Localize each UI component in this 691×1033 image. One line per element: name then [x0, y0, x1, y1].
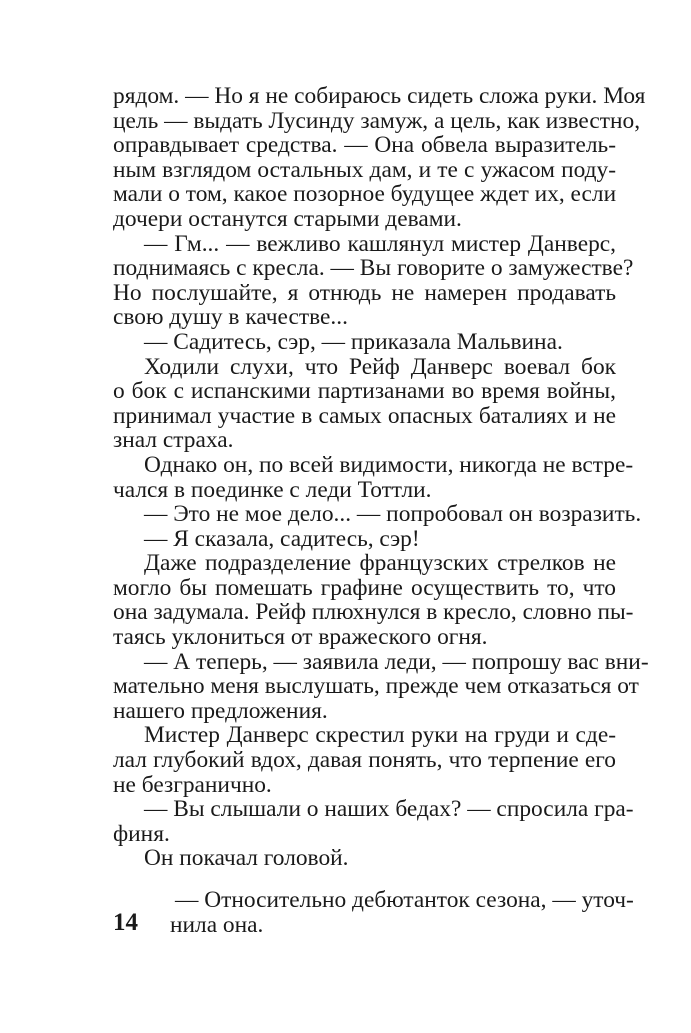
- text-line: мали о том, какое позорное будущее ждет их, если: [113, 181, 617, 208]
- text-line: Но послушайте, я отнюдь не намерен продавать: [113, 279, 616, 306]
- text-line: — Относительно дебютанток сезона, — уточ-: [175, 887, 634, 913]
- text-line: лал глубокий вдох, давая понять, что терпение его: [113, 747, 616, 774]
- text-line: свою душу в качестве...: [113, 304, 348, 331]
- text-line: знал страха.: [113, 427, 234, 454]
- text-line: таясь уклониться от вражеского огня.: [113, 624, 488, 651]
- text-line: чался в поединке с леди Тоттли.: [113, 476, 432, 503]
- body-text: [113, 83, 649, 872]
- page-number: 14: [113, 909, 138, 936]
- text-line: могло бы помешать графине осуществить то, что: [113, 574, 616, 601]
- text-line: рядом. — Но я не собираюсь сидеть сложа руки. Моя: [113, 83, 646, 109]
- body-text-bottom: [113, 887, 634, 938]
- text-line: не безгранично.: [113, 771, 272, 798]
- text-line: дочери останутся старыми девами.: [113, 205, 462, 232]
- text-line: Ходили слухи, что Рейф Данверс воевал бок: [144, 353, 616, 380]
- text-line: нила она.: [170, 911, 264, 938]
- text-line: Мистер Данверс скрестил руки на груди и сде-: [144, 722, 616, 749]
- text-line: она задумала. Рейф плюхнулся в кресло, словно пы-: [113, 599, 634, 626]
- text-line: нашего предложения.: [113, 697, 328, 724]
- text-line: — А теперь, — заявила леди, — попрошу вас вни-: [144, 648, 649, 675]
- text-line: принимал участие в самых опасных баталиях и не: [113, 402, 616, 429]
- text-line: — Я сказала, садитесь, сэр!: [144, 525, 420, 552]
- text-line: Даже подразделение французских стрелков не: [144, 550, 616, 577]
- text-line: Однако он, по всей видимости, никогда не встре-: [144, 451, 634, 478]
- text-line: — Гм... — вежливо кашлянул мистер Данверс,: [144, 230, 616, 257]
- text-line: финя.: [113, 820, 170, 847]
- text-line: о бок с испанскими партизанами во время войны,: [113, 378, 616, 405]
- text-line: — Это не мое дело... — попробовал он возразить.: [144, 501, 642, 528]
- text-line: поднимаясь с кресла. — Вы говорите о замужестве?: [113, 255, 634, 282]
- text-line: цель — выдать Лусинду замуж, а цель, как известно,: [113, 107, 641, 134]
- text-line: ным взглядом остальных дам, и те с ужасом поду-: [113, 156, 616, 183]
- text-line: Он покачал головой.: [144, 845, 349, 872]
- text-line: мательно меня выслушать, прежде чем отказаться от: [113, 673, 639, 700]
- text-line: — Садитесь, сэр, — приказала Мальвина.: [144, 328, 563, 355]
- text-line: — Вы слышали о наших бедах? — спросила гра-: [144, 796, 634, 823]
- text-line: оправдывает средства. — Она обвела выразитель-: [113, 132, 616, 159]
